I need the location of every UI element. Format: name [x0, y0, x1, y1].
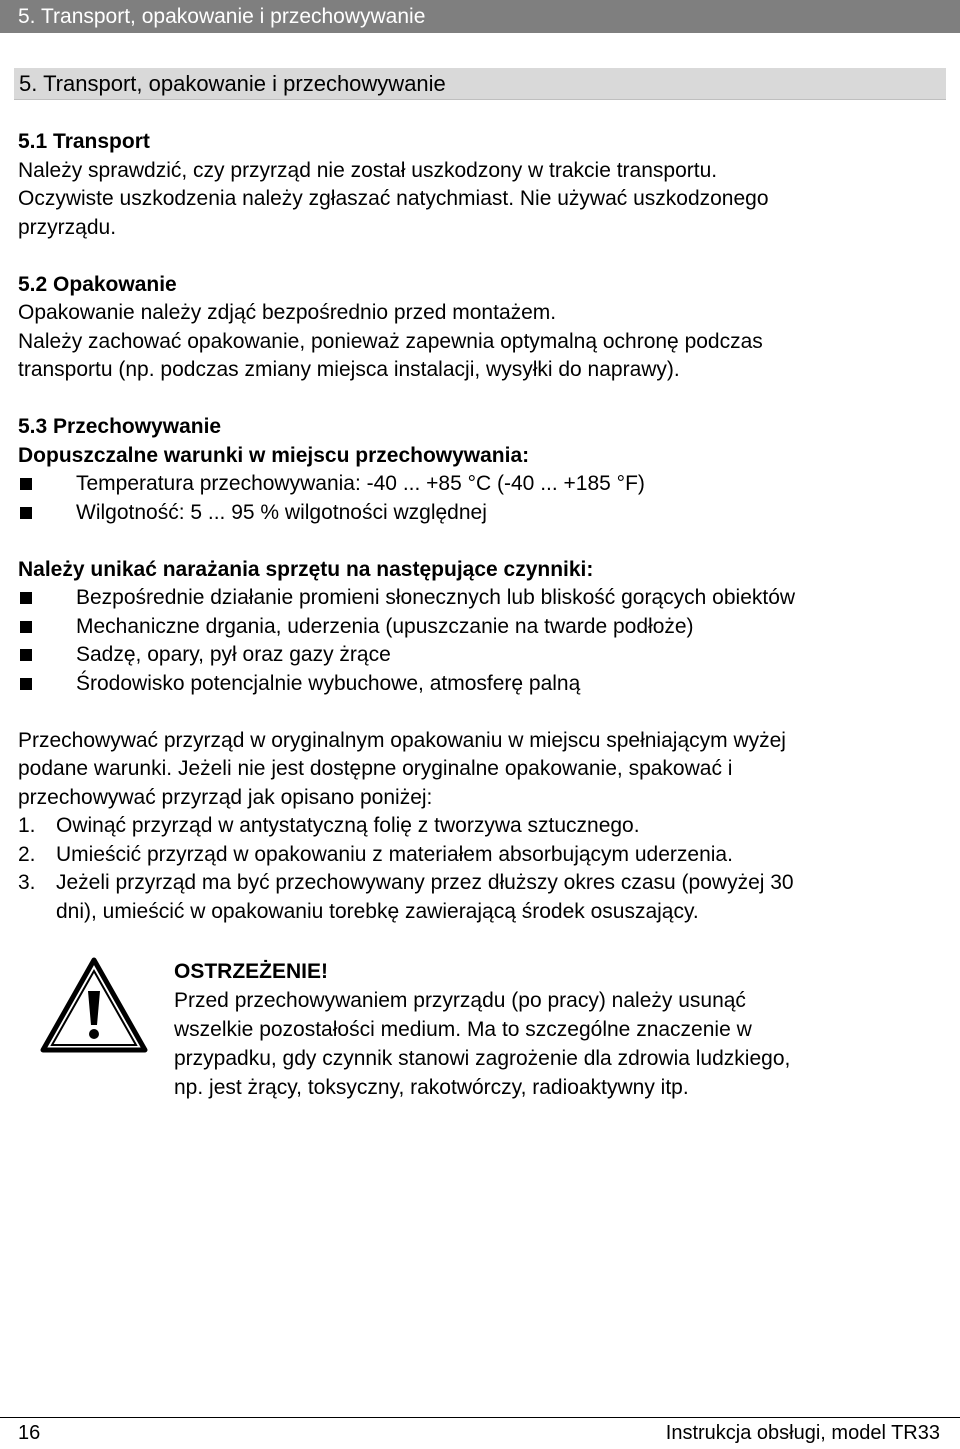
page-header: [0, 0, 960, 33]
square-bullet-icon: [20, 592, 32, 604]
list-item: [18, 812, 938, 841]
page-number: 16: [18, 1422, 41, 1444]
packaging-line: Należy zachować opakowanie, ponieważ zapewnia optymalną ochronę podczas: [18, 329, 763, 353]
steps-list: [18, 812, 938, 926]
transport-title: 5.1 Transport: [18, 130, 150, 153]
manual-title: Instrukcja obsługi, model TR33: [665, 1422, 940, 1444]
storage-conditions-title: Dopuszczalne warunki w miejscu przechowywania:: [18, 443, 530, 467]
packaging-title: 5.2 Opakowanie: [18, 272, 177, 296]
list-item-text: Sadzę, opary, pył oraz gazy żrące: [76, 643, 391, 666]
list-item: [18, 470, 938, 499]
step-number: 3.: [18, 871, 36, 894]
instructions-line: podane warunki. Jeżeli nie jest dostępne oryginalne opakowanie, spakować i: [18, 757, 733, 780]
storage-conditions-list: [18, 470, 938, 527]
packaging-line: Opakowanie należy zdjąć bezpośrednio przed montażem.: [18, 301, 557, 324]
transport-line: przyrządu.: [18, 215, 117, 239]
transport-line: Oczywiste uszkodzenia należy zgłaszać natychmiast. Nie używać uszkodzonego: [18, 187, 769, 210]
step-text: Umieścić przyrząd w opakowaniu z materiałem absorbującym uderzenia.: [56, 842, 733, 866]
warning-line: np. jest żrący, toksyczny, rakotwórczy, radioaktywny itp.: [174, 1076, 689, 1099]
page-header-title: 5. Transport, opakowanie i przechowywanie: [18, 5, 426, 28]
avoid-list: [18, 584, 938, 698]
list-item-text: Bezpośrednie działanie promieni słonecznych lub bliskość gorących obiektów: [76, 586, 796, 609]
warning-triangle-icon: [40, 957, 148, 1053]
instructions-line: Przechowywać przyrząd w oryginalnym opakowaniu w miejscu spełniającym wyżej: [18, 728, 786, 752]
warning-text: [174, 957, 920, 1102]
step-number: 1.: [18, 814, 36, 837]
list-item-text: Temperatura przechowywania: -40 ... +85 °C (-40 ... +185 °F): [76, 472, 645, 495]
warning-line: wszelkie pozostałości medium. Ma to szczególne znaczenie w: [174, 1018, 752, 1041]
packaging-line: transportu (np. podczas zmiany miejsca instalacji, wysyłki do naprawy).: [18, 358, 680, 381]
instructions-line: przechowywać przyrząd jak opisano poniżej:: [18, 785, 433, 809]
warning-block: [40, 957, 920, 1107]
step-number: 2.: [18, 842, 36, 866]
list-item: [18, 613, 938, 642]
list-item-text: Mechaniczne drgania, uderzenia (upuszczanie na twarde podłoże): [76, 614, 694, 638]
square-bullet-icon: [20, 621, 32, 633]
step-text: Jeżeli przyrząd ma być przechowywany przez dłuższy okres czasu (powyżej 30: [56, 871, 794, 894]
list-item: [18, 499, 938, 528]
square-bullet-icon: [20, 678, 32, 690]
warning-line: Przed przechowywaniem przyrządu (po pracy) należy usunąć: [174, 989, 746, 1012]
avoid-title: Należy unikać narażania sprzętu na następujące czynniki:: [18, 557, 594, 581]
list-item: [18, 641, 938, 670]
square-bullet-icon: [20, 649, 32, 661]
document-body: [18, 128, 938, 926]
warning-line: przypadku, gdy czynnik stanowi zagrożenie dla zdrowia ludzkiego,: [174, 1047, 791, 1070]
section-heading: [14, 68, 946, 100]
list-item: [18, 584, 938, 613]
step-text: Owinąć przyrząd w antystatyczną folię z tworzywa sztucznego.: [56, 814, 640, 837]
warning-title: OSTRZEŻENIE!: [174, 960, 329, 983]
square-bullet-icon: [20, 507, 32, 519]
square-bullet-icon: [20, 478, 32, 490]
list-item-text: Wilgotność: 5 ... 95 % wilgotności względnej: [76, 500, 487, 524]
transport-line: Należy sprawdzić, czy przyrząd nie został uszkodzony w trakcie transportu.: [18, 158, 718, 182]
list-item: [18, 869, 938, 926]
list-item: [18, 670, 938, 699]
section-heading-text: 5. Transport, opakowanie i przechowywanie: [19, 71, 446, 96]
step-text: dni), umieścić w opakowaniu torebkę zawierającą środek osuszający.: [56, 899, 699, 923]
page-footer: [0, 1417, 960, 1449]
list-item-text: Środowisko potencjalnie wybuchowe, atmosferę palną: [76, 671, 581, 695]
list-item: [18, 841, 938, 870]
storage-title: 5.3 Przechowywanie: [18, 415, 222, 438]
